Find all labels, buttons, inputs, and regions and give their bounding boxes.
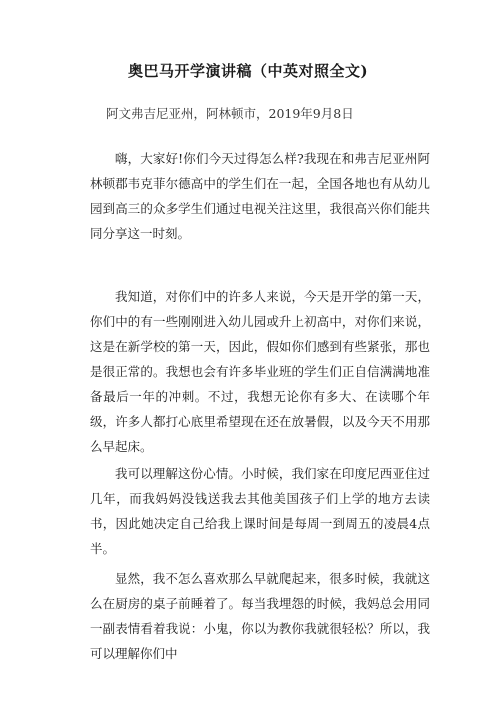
document-title: 奥巴马开学演讲稿（中英对照全文) [127, 62, 369, 80]
dateline: 阿文弗吉尼亚州，阿林顿市，2019年9月8日 [106, 106, 354, 121]
paragraph-2: 我知道，对你们中的许多人来说，今天是开学的第一天，你们中的有一些刚刚进入幼儿园或升上初高中，对你们来说，这是在新学校的第一天，因此，假如你们感到有些紧张，那也是很正常的。我想也会有许多毕业班的学生们正自信满满地准备最后一年的冲刺。不过，我想无论你有多大、在读哪个年级，许多人都打心底里希望现在还在放暑假，以及今天不用那么早起床。 [90, 289, 430, 454]
paragraph-1: 嗨，大家好!你们今天过得怎么样?我现在和弗吉尼亚州阿林顿郡韦克菲尔德高中的学生们在一起，全国各地也有从幼儿园到高三的众多学生们通过电视关注这里，我很高兴你们能共同分享这一时刻。 [90, 151, 430, 241]
paragraph-4: 显然，我不怎么喜欢那么早就爬起来，很多时候，我就这么在厨房的桌子前睡着了。每当我埋怨的时候，我妈总会用同一副表情看着我说：小鬼，你以为教你我就很轻松？所以，我可以理解你们中 [90, 571, 430, 661]
paragraph-3: 我可以理解这份心情。小时候，我们家在印度尼西亚住过几年，而我妈妈没钱送我去其他美国孩子们上学的地方去读书，因此她决定自己给我上课时间是每周一到周五的凌晨4点半。 [90, 466, 430, 556]
